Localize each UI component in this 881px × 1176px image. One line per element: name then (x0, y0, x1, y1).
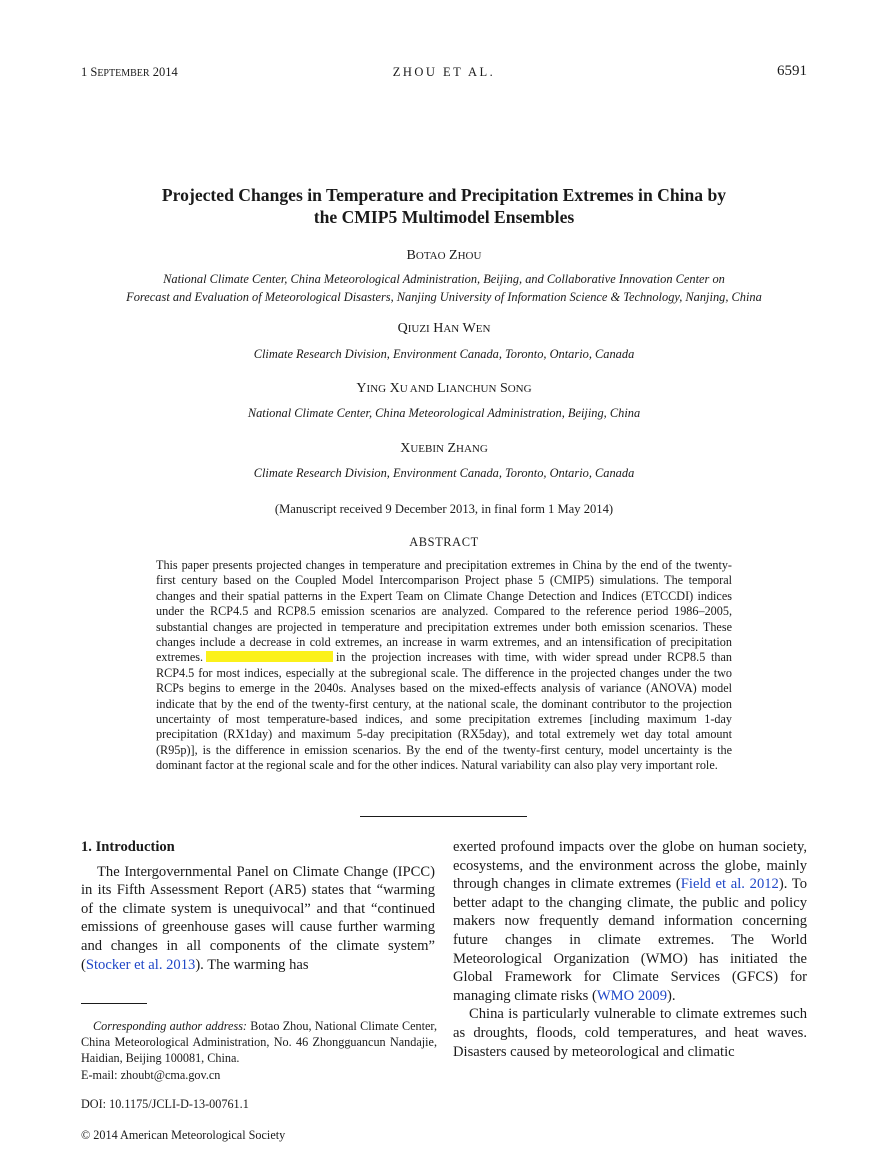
issue-month: SEPTEMBER (90, 65, 150, 79)
affiliation-4: Climate Research Division, Environment Canada, Toronto, Ontario, Canada (253, 466, 635, 480)
page-number: 6591 (777, 63, 807, 79)
redaction-highlight (206, 651, 333, 662)
intro-paragraph-1: The Intergovernmental Panel on Climate Change (IPCC) in its Fifth Assessment Report (AR5) states that “warming of the climate system is unequivocal” and that “continued emissions of greenhouse gases will cause further warming and changes in all components of the climate system” (Stocker et al. 2013). The warming has (81, 863, 435, 973)
author-botao-zhou: BOTAO ZHOU (406, 248, 482, 263)
citation-field-2012[interactable]: Field et al. 2012 (680, 876, 779, 893)
corresponding-author-footnote: Corresponding author address: Botao Zhou, National Climate Center, China Meteorological Administration, No. 46 Zhongguancun Nandajie, Haidian, Beijing 100081, China. E-mail: zhoubt@cma.gov.cn (81, 1019, 437, 1082)
intro-paragraph-1-continued: exerted profound impacts over the globe on human society, ecosystems, and the environment across the globe, mainly through changes in climate extremes (Field et al. 2012). To better adapt to the changing climate, the public and policy makers now frequently demand information concerning future changes in climate extremes. The World Meteorological Organization (WMO) has initiated the Global Framework for Climate Services (GFCS) for managing climate risks (WMO 2009). (453, 839, 807, 1004)
author-ying-xu-lianchun-song: YING XU AND LIANCHUN SONG (356, 381, 532, 396)
issue-date: 1 SEPTEMBER 2014 (81, 65, 178, 79)
paper-title: Projected Changes in Temperature and Precipitation Extremes in China by the CMIP5 Multimodel Ensembles (161, 185, 727, 227)
author-email: E-mail: zhoubt@cma.gov.cn (81, 1067, 221, 1082)
affiliation-3: National Climate Center, China Meteorological Administration, Beijing, China (247, 406, 641, 420)
affiliation-2: Climate Research Division, Environment Canada, Toronto, Ontario, Canada (253, 347, 635, 361)
footnote-rule (81, 1003, 147, 1004)
right-column (453, 838, 807, 1061)
doi: DOI: 10.1175/JCLI-D-13-00761.1 (81, 1097, 249, 1111)
abstract-heading: ABSTRACT (409, 535, 479, 549)
left-column (81, 838, 435, 974)
citation-stocker-2013[interactable]: Stocker et al. 2013 (85, 956, 196, 973)
running-authors: ZHOU ET AL. (392, 65, 496, 79)
affiliation-1: National Climate Center, China Meteorological Administration, Beijing, and Collaborative Innovation Center on Forecast and Evaluation of Meteorological Disasters, Nanjing University of Information Science & Technology, Nanjing, China (126, 272, 762, 304)
running-head (81, 63, 807, 83)
section-divider (360, 816, 527, 817)
intro-paragraph-2: China is particularly vulnerable to climate extremes such as droughts, floods, cold temperatures, and heat waves. Disasters caused by meteorological and climatic (453, 1006, 807, 1060)
copyright: © 2014 American Meteorological Society (81, 1128, 286, 1142)
manuscript-dates: (Manuscript received 9 December 2013, in final form 1 May 2014) (274, 502, 614, 516)
citation-wmo-2009[interactable]: WMO 2009 (596, 987, 668, 1004)
author-qiuzi-han-wen: QIUZI HAN WEN (397, 321, 491, 336)
section-heading-introduction: 1. Introduction (81, 839, 175, 855)
abstract-body: This paper presents projected changes in temperature and precipitation extremes in China by the end of the twenty-first century based on the Coupled Model Intercomparison Project phase 5 (CMIP5) simulations. The temporal changes and their spatial patterns in the Expert Team on Climate Change Detection and Indices (ETCCDI) indices under the RCP4.5 and RCP8.5 emission scenarios are analyzed. Compared to the reference period 1986–2005, substantial changes are projected in temperature and precipitation extremes under both emission scenarios. These changes include a decrease in cold extremes, an increase in warm extremes, and an intensification of precipitation extremes. in the projection increases with time, with wider spread under RCP8.5 than RCP4.5 for most indices, especially at the subregional scale. The difference in the projected changes under the two RCPs begins to emerge in the 2040s. Analyses based on the mixed-effects analysis of variance (ANOVA) model indicate that by the end of the twenty-first century, at the national scale, the dominant contributor to the projection uncertainty of most temperature-based indices, and some precipitation extremes [including maximum 1-day precipitation (RX1day) and maximum 5-day precipitation (RX5day), and total extremely wet day total amount (R95p)], is the difference in emission scenarios. By the end of the twenty-first century, model uncertainty is the dominant factor at the regional scale and for the other indices. Natural variability can also play very important role. (156, 558, 732, 773)
author-xuebin-zhang: XUEBIN ZHANG (400, 441, 488, 456)
